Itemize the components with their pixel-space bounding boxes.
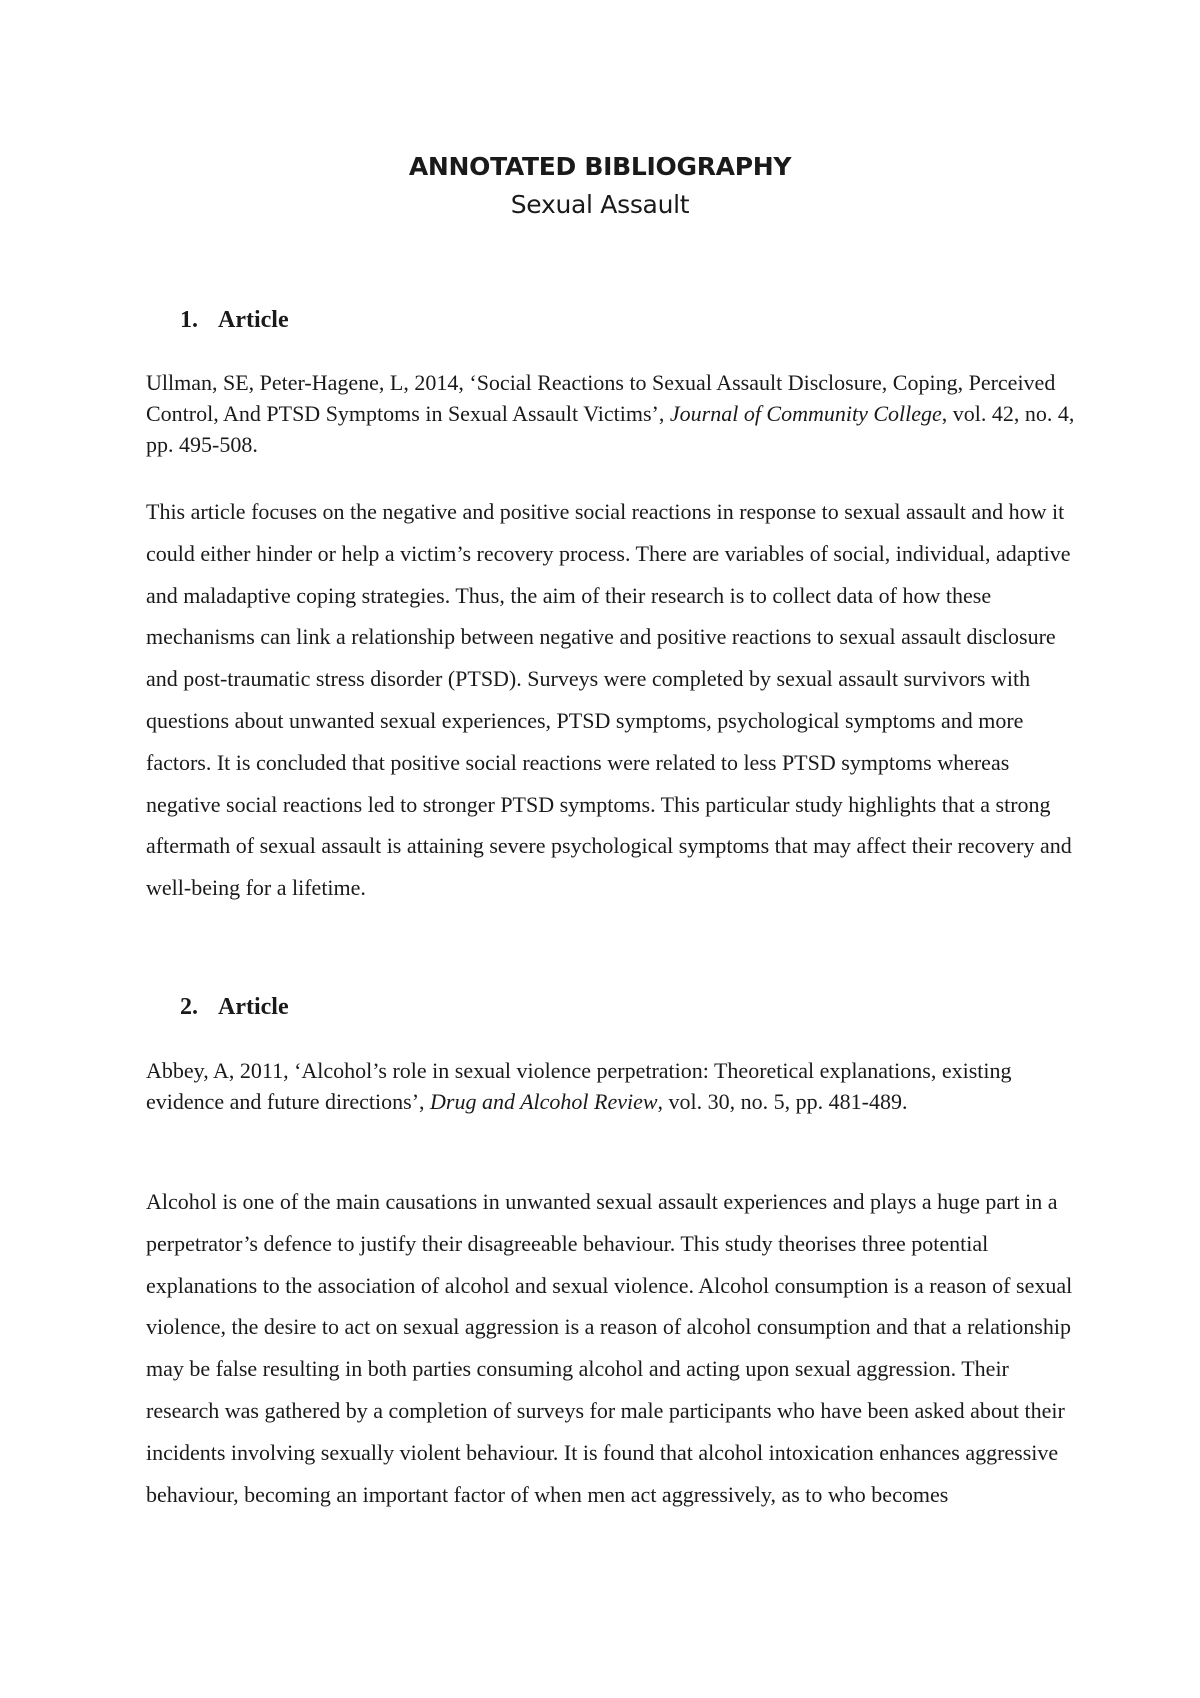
entry-2-heading	[180, 991, 289, 1023]
entry-2-annotation: Alcohol is one of the main causations in unwanted sexual assault experiences and plays a huge part in a perpetrator’s defence to justify their disagreeable behaviour. This study theorises three potential explanations to the association of alcohol and sexual violence. Alcohol consumption is a reason of sexual violence, the desire to act on sexual aggression is a reason of alcohol consumption and that a relationship may be false resulting in both parties consuming alcohol and acting upon sexual aggression. Their research was gathered by a completion of surveys for male participants who have been asked about their incidents involving sexually violent behaviour. It is found that alcohol intoxication enhances aggressive behaviour, becoming an important factor of when men act aggressively, as to who becomes	[146, 1189, 1073, 1507]
entry-1-citation	[146, 367, 1076, 460]
entry-1-heading	[180, 304, 289, 336]
entry-2-citation	[146, 1055, 1076, 1117]
entry-1-citation-details: , vol. 42, no. 4, pp. 495-508.	[146, 401, 1075, 457]
entry-2-heading-label: Article	[218, 994, 289, 1020]
entry-1-citation-text: Ullman, SE, Peter-Hagene, L, 2014, ‘Social Reactions to Sexual Assault Disclosure, Coping, Perceived Control, And PTSD Symptoms in Sexual Assault Victims’,	[146, 370, 1056, 426]
entry-2-journal: Drug and Alcohol Review	[430, 1089, 658, 1114]
entry-1-annotation: This article focuses on the negative and positive social reactions in response to sexual assault and how it could either hinder or help a victim’s recovery process. There are variables of social, individual, adaptive and maladaptive coping strategies. Thus, the aim of their research is to collect data of how these mechanisms can link a relationship between negative and positive reactions to sexual assault disclosure and post-traumatic stress disorder (PTSD). Surveys were completed by sexual assault survivors with questions about unwanted sexual experiences, PTSD symptoms, psychological symptoms and more factors. It is concluded that positive social reactions were related to less PTSD symptoms whereas negative social reactions led to stronger PTSD symptoms. This particular study highlights that a strong aftermath of sexual assault is attaining severe psychological symptoms that may affect their recovery and well-being for a lifetime.	[146, 499, 1072, 901]
entry-2-number: 2.	[180, 994, 198, 1020]
document-subtitle: Sexual Assault	[510, 190, 690, 219]
entry-2-citation-text: Abbey, A, 2011, ‘Alcohol’s role in sexual violence perpetration: Theoretical explanations, existing evidence and future directions’,	[146, 1058, 1012, 1114]
entry-1-journal: Journal of Community College	[669, 401, 942, 426]
entry-1-heading-label: Article	[218, 307, 289, 333]
document-title: ANNOTATED BIBLIOGRAPHY	[408, 152, 792, 181]
entry-2-citation-details: , vol. 30, no. 5, pp. 481-489.	[657, 1089, 908, 1114]
entry-1-number: 1.	[180, 307, 198, 333]
